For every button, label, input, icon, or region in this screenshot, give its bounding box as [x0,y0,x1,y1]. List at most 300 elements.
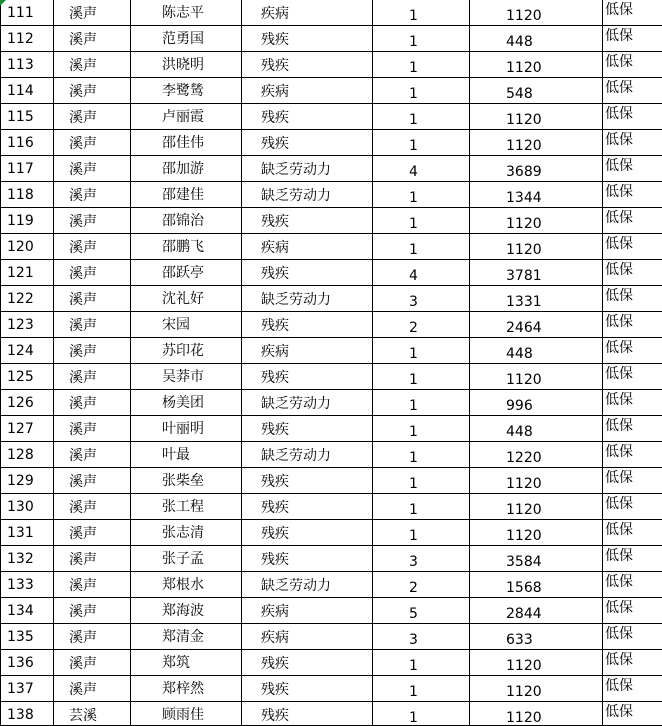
town-cell[interactable] [54,312,131,337]
row-number-cell[interactable] [0,546,54,571]
person-name-cell-text: 洪晓明 [162,57,204,73]
household-count-cell[interactable] [373,208,470,233]
town-cell[interactable] [54,390,131,415]
hardship-type-cell[interactable] [242,468,373,493]
table-row [0,26,662,52]
amount-cell-text: 1120 [506,476,542,492]
assistance-kind-cell[interactable] [603,260,662,285]
row-number-cell[interactable] [0,208,54,233]
town-cell-text: 溪声 [69,344,97,360]
table-row [0,78,662,104]
person-name-cell-text: 张工程 [162,499,204,515]
amount-cell-text: 1331 [506,294,542,310]
row-number-cell[interactable] [0,312,54,337]
town-cell[interactable] [54,494,131,519]
household-count-cell[interactable] [373,364,470,389]
row-number-cell-text: 132 [7,551,34,567]
town-cell-text: 溪声 [69,422,97,438]
table-row [0,260,662,286]
person-name-cell[interactable] [131,650,242,675]
amount-cell-text: 448 [506,346,533,362]
household-count-cell-text: 1 [409,112,418,128]
hardship-type-cell[interactable] [242,572,373,597]
hardship-type-cell-text: 疾病 [261,344,289,360]
hardship-type-cell[interactable] [242,624,373,649]
hardship-type-cell-text: 残疾 [261,552,289,568]
assistance-kind-cell-text: 低保 [605,652,633,668]
assistance-kind-cell[interactable] [603,208,662,233]
row-number-cell[interactable] [0,702,54,725]
row-number-cell[interactable] [0,494,54,519]
table-row [0,546,662,572]
amount-cell-text: 1120 [506,658,542,674]
hardship-type-cell[interactable] [242,598,373,623]
row-number-cell[interactable] [0,468,54,493]
household-count-cell[interactable] [373,702,470,725]
household-count-cell[interactable] [373,598,470,623]
assistance-kind-cell[interactable] [603,416,662,441]
assistance-kind-cell[interactable] [603,520,662,545]
household-count-cell-text: 1 [409,8,418,24]
person-name-cell[interactable] [131,676,242,701]
household-count-cell[interactable] [373,390,470,415]
household-count-cell-text: 1 [409,372,418,388]
town-cell-text: 芸溪 [69,708,97,724]
town-cell[interactable] [54,26,131,51]
household-count-cell[interactable] [373,546,470,571]
town-cell-text: 溪声 [69,58,97,74]
amount-cell[interactable] [470,312,603,337]
person-name-cell[interactable] [131,312,242,337]
assistance-kind-cell[interactable] [603,442,662,467]
amount-cell[interactable] [470,676,603,701]
amount-cell[interactable] [470,650,603,675]
assistance-kind-cell[interactable] [603,468,662,493]
person-name-cell-text: 宋园 [162,317,190,333]
person-name-cell[interactable] [131,26,242,51]
household-count-cell[interactable] [373,130,470,155]
assistance-kind-cell[interactable] [603,364,662,389]
person-name-cell-text: 张柴垒 [162,473,204,489]
table-row [0,598,662,624]
assistance-kind-cell[interactable] [603,650,662,675]
row-number-cell-text: 115 [7,109,34,125]
town-cell[interactable] [54,416,131,441]
town-cell[interactable] [54,104,131,129]
person-name-cell-text: 叶丽明 [162,421,204,437]
person-name-cell[interactable] [131,286,242,311]
person-name-cell[interactable] [131,468,242,493]
household-count-cell-text: 1 [409,60,418,76]
hardship-type-cell[interactable] [242,52,373,77]
household-count-cell[interactable] [373,286,470,311]
person-name-cell[interactable] [131,234,242,259]
household-count-cell[interactable] [373,572,470,597]
hardship-type-cell[interactable] [242,364,373,389]
row-number-cell[interactable] [0,156,54,181]
hardship-type-cell[interactable] [242,234,373,259]
town-cell-text: 溪声 [69,370,97,386]
household-count-cell[interactable] [373,468,470,493]
assistance-kind-cell-text: 低保 [605,106,633,122]
table-row [0,390,662,416]
assistance-kind-cell[interactable] [603,312,662,337]
amount-cell[interactable] [470,416,603,441]
person-name-cell-text: 郑根水 [162,577,204,593]
assistance-kind-cell[interactable] [603,156,662,181]
person-name-cell-text: 邵锦治 [162,213,204,229]
amount-cell[interactable] [470,494,603,519]
hardship-type-cell-text: 疾病 [261,604,289,620]
person-name-cell-text: 邵跃亭 [162,265,204,281]
town-cell-text: 溪声 [69,682,97,698]
household-count-cell[interactable] [373,52,470,77]
table-row [0,676,662,702]
household-count-cell[interactable] [373,0,470,25]
table-row [0,338,662,364]
hardship-type-cell-text: 疾病 [261,630,289,646]
amount-cell[interactable] [470,546,603,571]
household-count-cell[interactable] [373,104,470,129]
table-row [0,208,662,234]
row-number-cell[interactable] [0,624,54,649]
town-cell[interactable] [54,130,131,155]
cell-comment-indicator [0,0,6,6]
hardship-type-cell[interactable] [242,182,373,207]
amount-cell-text: 1120 [506,502,542,518]
amount-cell[interactable] [470,208,603,233]
row-number-cell-text: 126 [7,395,34,411]
amount-cell-text: 3584 [506,554,542,570]
amount-cell[interactable] [470,468,603,493]
row-number-cell-text: 129 [7,473,34,489]
amount-cell-text: 3781 [506,268,542,284]
town-cell-text: 溪声 [69,474,97,490]
person-name-cell-text: 邵鹏飞 [162,239,204,255]
assistance-kind-cell-text: 低保 [605,314,633,330]
row-number-cell-text: 121 [7,265,34,281]
hardship-type-cell[interactable] [242,26,373,51]
household-count-cell[interactable] [373,26,470,51]
town-cell[interactable] [54,572,131,597]
assistance-kind-cell-text: 低保 [605,626,633,642]
row-number-cell-text: 128 [7,447,34,463]
hardship-type-cell[interactable] [242,442,373,467]
row-number-cell[interactable] [0,52,54,77]
assistance-kind-cell[interactable] [603,624,662,649]
person-name-cell[interactable] [131,416,242,441]
amount-cell[interactable] [470,78,603,103]
town-cell[interactable] [54,520,131,545]
household-count-cell-text: 1 [409,190,418,206]
hardship-type-cell[interactable] [242,130,373,155]
town-cell[interactable] [54,0,131,25]
hardship-type-cell[interactable] [242,520,373,545]
row-number-cell[interactable] [0,0,54,25]
amount-cell-text: 548 [506,86,533,102]
amount-cell-text: 1120 [506,242,542,258]
amount-cell[interactable] [470,286,603,311]
town-cell[interactable] [54,182,131,207]
amount-cell-text: 448 [506,34,533,50]
household-count-cell[interactable] [373,416,470,441]
household-count-cell[interactable] [373,234,470,259]
amount-cell[interactable] [470,598,603,623]
household-count-cell[interactable] [373,78,470,103]
row-number-cell[interactable] [0,104,54,129]
town-cell[interactable] [54,156,131,181]
hardship-type-cell-text: 残疾 [261,266,289,282]
person-name-cell[interactable] [131,156,242,181]
assistance-kind-cell[interactable] [603,494,662,519]
row-number-cell[interactable] [0,286,54,311]
assistance-kind-cell-text: 低保 [605,574,633,590]
town-cell[interactable] [54,364,131,389]
table-row [0,702,662,726]
row-number-cell[interactable] [0,650,54,675]
person-name-cell[interactable] [131,442,242,467]
row-number-cell[interactable] [0,182,54,207]
assistance-kind-cell-text: 低保 [605,262,633,278]
amount-cell[interactable] [470,442,603,467]
person-name-cell[interactable] [131,390,242,415]
town-cell-text: 溪声 [69,318,97,334]
town-cell[interactable] [54,208,131,233]
town-cell[interactable] [54,78,131,103]
row-number-cell[interactable] [0,130,54,155]
amount-cell[interactable] [470,0,603,25]
assistance-kind-cell[interactable] [603,390,662,415]
household-count-cell[interactable] [373,494,470,519]
household-count-cell[interactable] [373,338,470,363]
town-cell[interactable] [54,286,131,311]
hardship-type-cell[interactable] [242,416,373,441]
household-count-cell[interactable] [373,260,470,285]
assistance-kind-cell[interactable] [603,676,662,701]
hardship-type-cell[interactable] [242,650,373,675]
town-cell[interactable] [54,624,131,649]
hardship-type-cell[interactable] [242,702,373,725]
assistance-kind-cell[interactable] [603,182,662,207]
person-name-cell-text: 张志清 [162,525,204,541]
town-cell[interactable] [54,442,131,467]
person-name-cell[interactable] [131,182,242,207]
amount-cell-text: 3689 [506,164,542,180]
assistance-kind-cell[interactable] [603,598,662,623]
amount-cell-text: 1120 [506,60,542,76]
household-count-cell-text: 4 [409,268,418,284]
row-number-cell[interactable] [0,520,54,545]
hardship-type-cell[interactable] [242,390,373,415]
town-cell[interactable] [54,338,131,363]
household-count-cell-text: 3 [409,294,418,310]
hardship-type-cell-text: 缺乏劳动力 [261,396,331,412]
amount-cell[interactable] [470,182,603,207]
person-name-cell[interactable] [131,260,242,285]
hardship-type-cell[interactable] [242,260,373,285]
town-cell-text: 溪声 [69,526,97,542]
amount-cell[interactable] [470,130,603,155]
table-row [0,572,662,598]
town-cell[interactable] [54,598,131,623]
person-name-cell[interactable] [131,364,242,389]
hardship-type-cell-text: 缺乏劳动力 [261,448,331,464]
amount-cell-text: 2464 [506,320,542,336]
town-cell[interactable] [54,52,131,77]
hardship-type-cell[interactable] [242,546,373,571]
hardship-type-cell[interactable] [242,338,373,363]
household-count-cell[interactable] [373,312,470,337]
assistance-kind-cell[interactable] [603,702,662,725]
hardship-type-cell-text: 残疾 [261,370,289,386]
household-count-cell-text: 1 [409,476,418,492]
person-name-cell[interactable] [131,624,242,649]
assistance-kind-cell[interactable] [603,26,662,51]
assistance-kind-cell-text: 低保 [605,548,633,564]
row-number-cell[interactable] [0,234,54,259]
row-number-cell[interactable] [0,26,54,51]
person-name-cell[interactable] [131,130,242,155]
amount-cell[interactable] [470,26,603,51]
household-count-cell[interactable] [373,520,470,545]
assistance-kind-cell[interactable] [603,52,662,77]
row-number-cell-text: 130 [7,499,34,515]
town-cell[interactable] [54,650,131,675]
assistance-kind-cell[interactable] [603,572,662,597]
person-name-cell[interactable] [131,0,242,25]
person-name-cell[interactable] [131,546,242,571]
amount-cell-text: 448 [506,424,533,440]
assistance-kind-cell[interactable] [603,0,662,25]
amount-cell[interactable] [470,364,603,389]
town-cell[interactable] [54,702,131,725]
hardship-type-cell[interactable] [242,78,373,103]
row-number-cell[interactable] [0,598,54,623]
town-cell[interactable] [54,468,131,493]
household-count-cell-text: 1 [409,242,418,258]
person-name-cell[interactable] [131,494,242,519]
hardship-type-cell[interactable] [242,676,373,701]
assistance-kind-cell[interactable] [603,234,662,259]
assistance-kind-cell-text: 低保 [605,28,633,44]
assistance-kind-cell-text: 低保 [605,444,633,460]
amount-cell[interactable] [470,390,603,415]
amount-cell-text: 1344 [506,190,542,206]
amount-cell[interactable] [470,104,603,129]
amount-cell[interactable] [470,234,603,259]
row-number-cell[interactable] [0,390,54,415]
assistance-kind-cell[interactable] [603,130,662,155]
row-number-cell[interactable] [0,338,54,363]
town-cell-text: 溪声 [69,656,97,672]
person-name-cell[interactable] [131,598,242,623]
town-cell-text: 溪声 [69,630,97,646]
town-cell[interactable] [54,546,131,571]
hardship-type-cell-text: 残疾 [261,526,289,542]
amount-cell[interactable] [470,52,603,77]
amount-cell[interactable] [470,572,603,597]
hardship-type-cell[interactable] [242,208,373,233]
household-count-cell[interactable] [373,442,470,467]
row-number-cell[interactable] [0,676,54,701]
row-number-cell-text: 117 [7,161,34,177]
row-number-cell[interactable] [0,442,54,467]
hardship-type-cell-text: 残疾 [261,214,289,230]
household-count-cell-text: 1 [409,138,418,154]
table-row [0,364,662,390]
assistance-kind-cell[interactable] [603,286,662,311]
person-name-cell[interactable] [131,104,242,129]
assistance-kind-cell[interactable] [603,546,662,571]
town-cell[interactable] [54,234,131,259]
row-number-cell[interactable] [0,364,54,389]
assistance-kind-cell-text: 低保 [605,418,633,434]
table-row [0,182,662,208]
person-name-cell[interactable] [131,520,242,545]
table-row [0,468,662,494]
row-number-cell[interactable] [0,572,54,597]
town-cell-text: 溪声 [69,32,97,48]
amount-cell[interactable] [470,702,603,725]
household-count-cell-text: 1 [409,528,418,544]
amount-cell-text: 1120 [506,710,542,725]
amount-cell[interactable] [470,260,603,285]
person-name-cell[interactable] [131,208,242,233]
amount-cell-text: 1120 [506,138,542,154]
table-left-border [0,0,1,726]
person-name-cell[interactable] [131,78,242,103]
assistance-kind-cell[interactable] [603,104,662,129]
person-name-cell-text: 郑清金 [162,629,204,645]
person-name-cell[interactable] [131,702,242,725]
row-number-cell[interactable] [0,416,54,441]
assistance-kind-cell[interactable] [603,338,662,363]
household-count-cell[interactable] [373,624,470,649]
town-cell[interactable] [54,676,131,701]
household-count-cell[interactable] [373,676,470,701]
hardship-type-cell[interactable] [242,494,373,519]
person-name-cell[interactable] [131,572,242,597]
town-cell-text: 溪声 [69,188,97,204]
household-count-cell[interactable] [373,156,470,181]
row-number-cell[interactable] [0,78,54,103]
row-number-cell[interactable] [0,260,54,285]
hardship-type-cell[interactable] [242,286,373,311]
hardship-type-cell[interactable] [242,0,373,25]
household-count-cell[interactable] [373,182,470,207]
amount-cell[interactable] [470,156,603,181]
assistance-kind-cell[interactable] [603,78,662,103]
hardship-type-cell[interactable] [242,156,373,181]
person-name-cell-text: 邵建佳 [162,187,204,203]
amount-cell[interactable] [470,624,603,649]
hardship-type-cell[interactable] [242,312,373,337]
household-count-cell-text: 1 [409,502,418,518]
amount-cell[interactable] [470,520,603,545]
amount-cell[interactable] [470,338,603,363]
person-name-cell[interactable] [131,52,242,77]
hardship-type-cell-text: 残疾 [261,656,289,672]
town-cell[interactable] [54,260,131,285]
hardship-type-cell[interactable] [242,104,373,129]
assistance-kind-cell-text: 低保 [605,184,633,200]
assistance-kind-cell-text: 低保 [605,392,633,408]
table-row [0,234,662,260]
household-count-cell[interactable] [373,650,470,675]
person-name-cell[interactable] [131,338,242,363]
hardship-type-cell-text: 残疾 [261,32,289,48]
person-name-cell-text: 郑筑 [162,655,190,671]
